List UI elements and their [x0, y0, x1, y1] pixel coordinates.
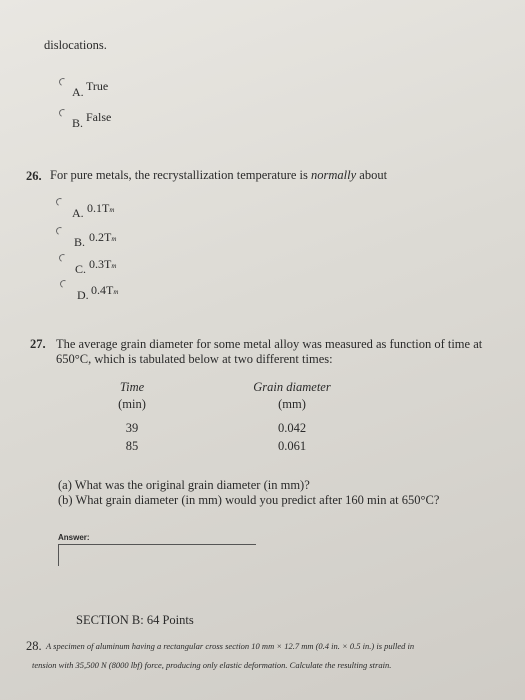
q26-option-c-text: [89, 257, 116, 272]
q26-option-b-value: 0.2T: [89, 230, 112, 244]
radio-q26-d[interactable]: [59, 279, 69, 289]
radio-prev-a[interactable]: [58, 77, 68, 87]
prev-option-a-text: True: [86, 79, 109, 93]
q26-option-c-value: 0.3T: [89, 257, 112, 271]
answer-top-border: [58, 544, 256, 545]
answer-left-border: [58, 544, 59, 566]
q26-option-a-text: [87, 201, 114, 216]
q26-text-after: about: [359, 168, 388, 182]
table-col1-unit: (min): [118, 397, 146, 411]
table-col2-header: Grain diameter: [253, 380, 331, 394]
prev-option-a-letter: A.: [72, 85, 84, 99]
q26-option-a-sub: m: [109, 206, 115, 214]
radio-q26-c[interactable]: [58, 253, 68, 263]
answer-input[interactable]: [58, 544, 256, 566]
q26-option-a-value: 0.1T: [87, 201, 110, 215]
q26-number: 26.: [26, 169, 42, 183]
q27-part-a: (a) What was the original grain diameter (in mm)?: [58, 478, 310, 492]
q26-option-b-text: [89, 230, 116, 245]
q27-line1: The average grain diameter for some metal alloy was measured as function of time at: [56, 337, 483, 351]
q26-option-c-sub: m: [111, 262, 117, 270]
q26-text: [50, 168, 387, 183]
prev-option-b-letter: B.: [72, 116, 84, 130]
q27-number: 27.: [30, 337, 46, 351]
table-row2-diameter: 0.061: [277, 439, 307, 453]
table-col1-header: Time: [119, 380, 145, 394]
q26-text-emph: normally: [311, 168, 357, 182]
radio-q26-b[interactable]: [55, 226, 65, 236]
q26-option-d-text: [91, 283, 118, 298]
q26-option-d-letter: D.: [77, 288, 89, 302]
table-row1-diameter: 0.042: [277, 421, 307, 435]
q28-line1: A specimen of aluminum having a rectangular cross section 10 mm × 12.7 mm (0.4 in. × 0.5 in.) is pulled in: [46, 641, 415, 651]
q26-option-a-letter: A.: [72, 206, 84, 220]
prev-option-b-text: False: [86, 110, 112, 124]
table-col2-unit: (mm): [278, 397, 306, 411]
q26-text-before: For pure metals, the recrystallization temperature is: [50, 168, 308, 182]
q26-option-d-sub: m: [113, 288, 119, 296]
q28-number: 28.: [26, 639, 42, 653]
q26-option-c-letter: C.: [75, 262, 87, 276]
q26-option-b-sub: m: [111, 235, 117, 243]
radio-prev-b[interactable]: [58, 108, 68, 118]
q27-part-b: (b) What grain diameter (in mm) would you predict after 160 min at 650°C?: [58, 493, 440, 507]
table-row2-time: 85: [125, 439, 139, 453]
q27-line2: 650°C, which is tabulated below at two different times:: [56, 352, 333, 366]
q26-option-b-letter: B.: [74, 235, 86, 249]
table-row1-time: 39: [125, 421, 139, 435]
q26-option-d-value: 0.4T: [91, 283, 114, 297]
radio-q26-a[interactable]: [55, 197, 65, 207]
answer-label: Answer:: [58, 533, 90, 542]
prev-question-tail: dislocations.: [44, 38, 107, 52]
section-b-heading: SECTION B: 64 Points: [76, 613, 194, 627]
q28-line2: tension with 35,500 N (8000 lbf) force, producing only elastic deformation. Calculate the resulting strain.: [32, 660, 392, 670]
